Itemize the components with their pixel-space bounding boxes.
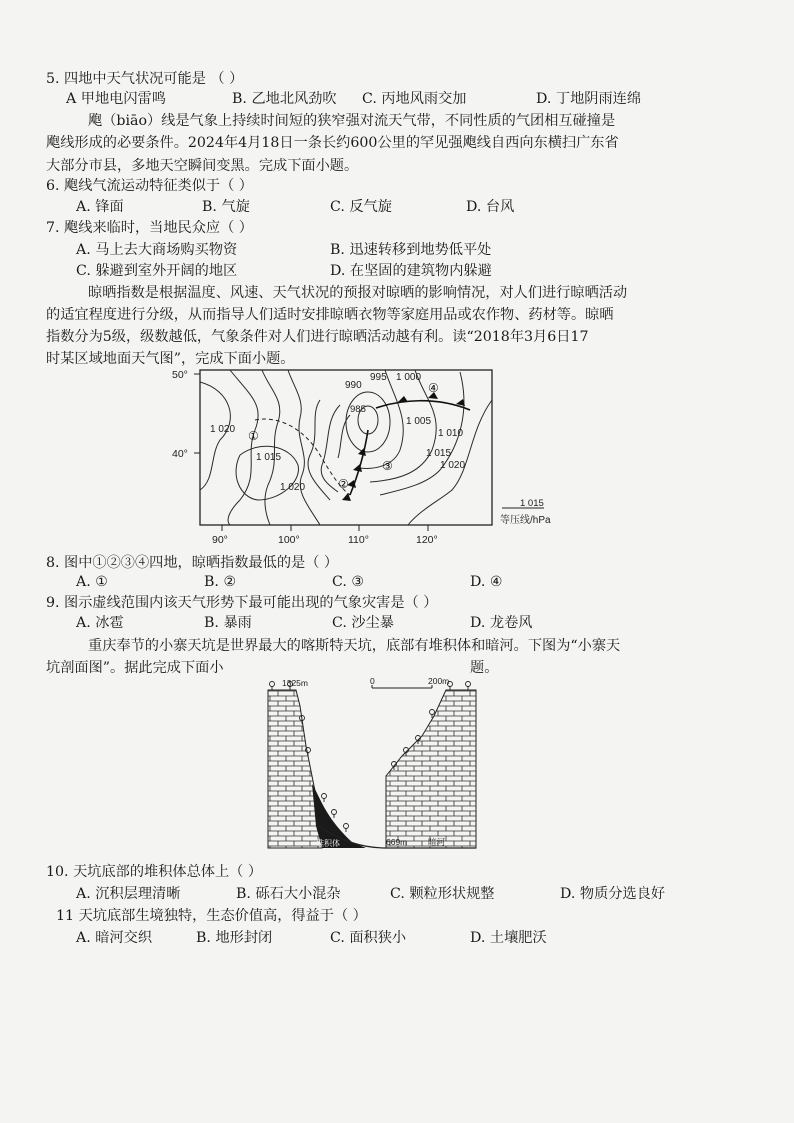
isobar-value: 990 — [345, 380, 362, 391]
q9-option-b[interactable]: B. 暴雨 — [204, 615, 252, 631]
isobar-value: 1 020 — [280, 482, 306, 493]
scale-length: 200m — [428, 676, 450, 686]
lat-label-40: 40° — [172, 448, 188, 460]
passage1-line: 大部分市县，多地天空瞬间变黑。完成下面小题。 — [46, 158, 359, 174]
isobar-value: 1 015 — [256, 452, 282, 463]
isobar — [360, 370, 403, 468]
q8-option-a[interactable]: A. ① — [76, 574, 108, 590]
q8-option-d[interactable]: D. ④ — [470, 574, 503, 590]
q8-option-c[interactable]: C. ③ — [332, 574, 365, 590]
q10-stem: 10. 天坑底部的堆积体总体上（ ） — [46, 864, 263, 880]
q11-option-d[interactable]: D. 土壤肥沃 — [470, 930, 547, 946]
isobar — [200, 382, 230, 490]
site-marker-2: ② — [338, 477, 349, 491]
site-marker-4: ④ — [428, 381, 439, 395]
q6-option-b[interactable]: B. 气旋 — [202, 199, 250, 215]
q5-option-c[interactable]: C. 丙地风雨交加 — [362, 91, 467, 107]
q5-stem: 5. 四地中天气状况可能是 （ ） — [46, 71, 244, 87]
legend-label: 等压线/hPa — [500, 515, 551, 526]
q10-option-b[interactable]: B. 砾石大小混杂 — [236, 886, 341, 902]
isobar-value: 1 005 — [406, 416, 432, 427]
isobar-value: 1 010 — [438, 428, 464, 439]
scale-zero: 0 — [370, 676, 375, 686]
isobar-value: 995 — [370, 372, 387, 383]
weather-map — [170, 360, 570, 550]
q10-option-d[interactable]: D. 物质分选良好 — [560, 886, 666, 902]
q11-stem: 11 天坑底部生境独特，生态价值高，得益于（ ） — [56, 908, 367, 924]
q6-option-d[interactable]: D. 台风 — [466, 199, 515, 215]
left-cliff — [268, 690, 322, 848]
deposit-label: 堆积体 — [316, 839, 340, 848]
isobar-value: 1 015 — [426, 448, 452, 459]
q9-option-d[interactable]: D. 龙卷风 — [470, 615, 533, 631]
lon-label-90: 90° — [212, 534, 228, 546]
lon-label-110: 110° — [348, 534, 369, 546]
isobar-value: 985 — [350, 404, 366, 415]
passage3-line: 坑剖面图”。据此完成下面小 — [46, 660, 224, 676]
lon-label-120: 120° — [416, 534, 438, 546]
q5-option-a[interactable]: A 甲地电闪雷鸣 — [66, 91, 166, 107]
isobar-value: 1 000 — [396, 372, 422, 383]
isobar-value: 1 020 — [440, 460, 466, 471]
q10-option-a[interactable]: A. 沉积层理清晰 — [76, 886, 181, 902]
passage2-line: 指数分为5级，级数越低，气象条件对人们进行晾晒活动越有利。读“2018年3月6日17 — [46, 329, 589, 345]
elevation-top: 1325m — [282, 678, 308, 688]
passage1-line: 飑线形成的必要条件。2024年4月18日一条长约600公里的罕见强飑线自西向东横扫广东省 — [46, 135, 619, 151]
q10-option-c[interactable]: C. 颗粒形状规整 — [390, 886, 495, 902]
lon-label-100: 100° — [278, 534, 300, 546]
q6-stem: 6. 飑线气流运动特征类似于（ ） — [46, 178, 253, 194]
isobar-value: 1 020 — [210, 424, 236, 435]
q8-stem: 8. 图中①②③④四地，晾晒指数最低的是（ ） — [46, 555, 339, 571]
q8-option-b[interactable]: B. ② — [204, 574, 237, 590]
q9-option-a[interactable]: A. 冰雹 — [76, 615, 124, 631]
q9-option-c[interactable]: C. 沙尘暴 — [332, 615, 394, 631]
q9-stem: 9. 图示虚线范围内该天气形势下最可能出现的气象灾害是（ ） — [46, 595, 438, 611]
q7-option-b[interactable]: B. 迅速转移到地势低平处 — [330, 242, 492, 258]
warm-front — [376, 401, 470, 410]
passage1-line: 飑（biāo）线是气象上持续时间短的狭窄强对流天气带，不同性质的气团相互碰撞是 — [88, 113, 616, 129]
passage3-line: 题。 — [470, 660, 499, 676]
isobar — [308, 400, 330, 500]
q6-option-a[interactable]: A. 锋面 — [76, 199, 124, 215]
passage3-line: 重庆奉节的小寨天坑是世界最大的喀斯特天坑，底部有堆积体和暗河。下图为“小寨天 — [88, 638, 621, 654]
elevation-bottom: 669m — [386, 837, 408, 847]
q6-option-c[interactable]: C. 反气旋 — [330, 199, 392, 215]
isobar-low-mid — [346, 392, 390, 452]
q11-option-a[interactable]: A. 暗河交织 — [76, 930, 153, 946]
q5-option-b[interactable]: B. 乙地北风劲吹 — [232, 91, 337, 107]
right-cliff — [386, 690, 476, 848]
site-marker-1: ① — [248, 429, 259, 443]
legend-value: 1 015 — [520, 498, 544, 509]
passage2-line: 的适宜程度进行分级，从而指导人们适时安排晾晒衣物等家庭用品或农作物、药材等。晾晒 — [46, 307, 614, 323]
warm-front-mark — [398, 396, 408, 402]
underground-river-label: 暗河 — [428, 837, 446, 847]
q7-option-c[interactable]: C. 躲避到室外开阔的地区 — [76, 263, 238, 279]
isobar — [288, 370, 320, 525]
q11-option-c[interactable]: C. 面积狭小 — [330, 930, 407, 946]
passage2-line: 时某区域地面天气图”，完成下面小题。 — [46, 351, 295, 367]
q7-option-a[interactable]: A. 马上去大商场购买物资 — [76, 242, 238, 258]
q7-option-d[interactable]: D. 在坚固的建筑物内躲避 — [330, 263, 492, 279]
lat-label-50: 50° — [172, 369, 188, 381]
q5-option-d[interactable]: D. 丁地阴雨连绵 — [536, 91, 642, 107]
q7-stem: 7. 飑线来临时，当地民众应（ ） — [46, 220, 253, 236]
q11-option-b[interactable]: B. 地形封闭 — [196, 930, 273, 946]
passage2-line: 晾晒指数是根据温度、风速、天气状况的预报对晾晒的影响情况，对人们进行晾晒活动 — [88, 285, 628, 301]
site-marker-3: ③ — [382, 459, 393, 473]
sinkhole-section — [262, 676, 482, 858]
